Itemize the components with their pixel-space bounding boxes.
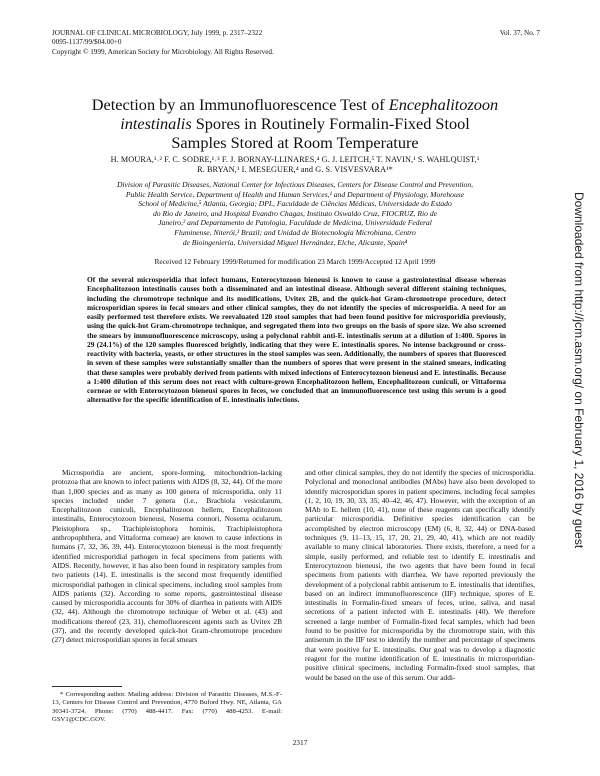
journal-header [52,29,274,57]
abstract: Of the several microsporidia that infect humans, Enterocytozoon bieneusi is known to cause a gastrointestinal disease whereas Encephalitozoon intestinalis causes both a disseminated and an intestinal disease. Although several different staining techniques, including the chromotrope technique and its modifications, Uvitex 2B, and the quick-hot Gram-chromotrope procedure, detect microsporidian spores in fecal smears and other clinical samples, they do not identify the species of microsporidia. A need for an easily performed test therefore exists. We reevaluated 120 stool samples that had been found positive for microsporidia previously, using the quick-hot Gram-chromotrope technique, and segregated them into two groups on the basis of spore size. We also screened the smears by immunofluorescence microscopy, using a polyclonal rabbit anti-E. intestinalis serum at a dilution of 1:400. Spores in 29 (24.1%) of the 120 samples fluoresced brightly, indicating that they were E. intestinalis spores. No intense background or cross-reactivity with bacteria, yeasts, or other structures in the stool samples was seen. Additionally, the numbers of spores that fluoresced in seven of these samples were substantially smaller than the numbers of spores that were present in the stained smears, indicating that these samples were probably derived from patients with mixed infections of Enterocytozoon bieneusi and E. intestinalis. Because a 1:400 dilution of this serum does not react with culture-grown Encephalitozoon hellem, Encephalitozoon cuniculi, or Vittaforma corneae or with Enterocytozoon bieneusi spores in feces, we concluded that an immunofluorescence test using this serum is a good alternative for the specific identification of E. intestinalis infections. [87,275,506,405]
body-paragraph: Microsporidia are ancient, spore-forming, mitochondrion-lacking protozoa that are known to infect patients with AIDS (8, 32, 44). Of the more than 1,000 species and as many as 100 genera of microsporidia, only 11 species included under 7 genera (i.e., Brachiola vesicularum, Encephalitozoon cuniculi, Encephalitozoon hellem, Encephalitozoon intestinalis, Enterocytozoon bieneusi, Nosema connori, Nosema ocularum, Pleistophora sp., Trachipleistophora hominis, Trachipleistophora anthropophthera, and Vittaforma corneae) are known to cause infections in humans (7, 32, 36, 39, 44). Enterocytozoon bieneusi is the most frequently identified microsporidial pathogen in fecal specimens from patients with AIDS. Recently, however, it has also been found in respiratory samples from two patients (14). E. intestinalis is the second most frequently identified microsporidial pathogen in clinical specimens, including stool samples from AIDS patients (32). According to some reports, gastrointestinal disease caused by microsporidia accounts for 30% of diarrhea in patients with AIDS (32, 44). Although the chromotrope technique of Weber et al. (43) and modifications thereof (23, 31), chemofluorescent agents such as Uvitex 2B (37), and the recently developed quick-hot Gram-chromotrope procedure (27) detect microsporidian spores in fecal smears [52,468,282,645]
title-line3: Samples Stored at Room Temperature [171,132,419,152]
author-list [70,155,520,175]
authors-line1: H. MOURA,¹˒² F. C. SODRE,¹˒³ F. J. BORNAY-LLINARES,⁴ G. J. LEITCH,⁵ T. NAVIN,¹ S. WAHLQUIST,¹ [110,155,480,164]
volume-issue: Vol. 37, No. 7 [499,29,540,37]
affiliation-line: Janeiro,² and Departamento de Patologia, Faculdade de Medicina, Universidade Federal [158,218,432,228]
body-paragraph: and other clinical samples, they do not identify the species of microsporidia. Polyclonal and monoclonal antibodies (MAbs) have also been developed to identify microsporidian spores in patient specimens, including fecal samples (1, 2, 10, 19, 30, 33, 35, 40–42, 46, 47). However, with the exception of an MAb to E. hellem (10, 41), none of these reagents can specifically identify particular microsporidia. Definitive species identification can be accomplished by electron microscopy (EM) (6, 8, 32, 44) or DNA-based techniques (9, 11–13, 15, 17, 20, 21, 29, 40, 41), which are not readily available to many clinical laboratories. There exists, therefore, a need for a simple, easily performed, and reliable test to identify E. intestinalis and Enterocytozoon bieneusi, the two agents that have been found in fecal specimens from patients with diarrhea. We have reported previously the development of a polyclonal rabbit antiserum to E. intestinalis that identifies, based on an indirect immunofluorescence (IIF) technique, spores of E. intestinalis in Formalin-fixed smears of feces, urine, saliva, and nasal secretions of a patient infected with E. intestinalis (40). We therefore screened a large number of Formalin-fixed fecal samples, which had been found to be positive for microsporidia by the chromotrope stain, with this antiserum in the IIF test to identify the number and percentage of specimens that were positive for E. intestinalis. Our goal was to develop a diagnostic reagent for the routine identification of E. intestinalis in microsporidian-positive clinical specimens, including Formalin-fixed stool samples, that would be based on the use of this serum. Our addi- [305,468,535,682]
affiliation-line: Public Health Service, Department of Health and Human Services,¹ and Department of Physiology, Morehouse [125,189,465,199]
footnote-rule [52,686,122,687]
authors-line2: R. BRYAN,¹ I. MESEGUER,⁴ and G. S. VISVESVARA¹* [197,165,393,174]
title-line1-italic: Encephalitozoon [388,95,499,114]
journal-line: JOURNAL OF CLINICAL MICROBIOLOGY, July 1999, p. 2317–2322 [52,29,263,37]
title-line2-italic: intestinalis [120,113,192,133]
issn-line: 0095-1137/99/$04.00+0 [52,38,122,47]
download-watermark: Downloaded from http://jcm.asm.org/ on February 1, 2016 by guest [572,192,586,549]
article-title [60,96,530,152]
corresponding-author-footnote: * Corresponding author. Mailing address: Division of Parasitic Diseases, M.S.-F-13, Centers for Disease Control and Prevention, 4770 Buford Hwy. NE, Atlanta, GA 30341-3724. Phone: (770) 488-4417. Fax: (770) 488-4253. E-mail: GSV1@CDC.GOV. [52,691,282,724]
title-line1-pre: Detection by an Immunofluorescence Test of [91,95,389,114]
received-dates: Received 12 February 1999/Returned for modification 23 March 1999/Accepted 12 April 1999 [154,257,436,266]
title-line2-post: Spores in Routinely Formalin-Fixed Stool [191,113,470,133]
body-column-left [52,468,282,645]
affiliation-line: Fluminense, Niterói,³ Brazil; and Unidad de Biotecnología Microbiana, Centro [174,227,416,237]
affiliation-line: School of Medicine,⁵ Atlanta, Georgia; DPL, Faculdade de Ciências Médicas, Universidade do Estado [138,199,452,209]
affiliation-line: do Rio de Janeiro, and Hospital Evandro Chagas, Instituto Oswaldo Cruz, FIOCRUZ, Rio de [153,208,437,218]
affiliations [72,180,518,247]
copyright-line: Copyright © 1999, American Society for Microbiology. All Rights Reserved. [52,47,274,56]
body-column-right [305,468,535,682]
affiliation-line: Division of Parasitic Diseases, National Center for Infectious Diseases, Centers for Disease Control and Prevention, [116,180,474,189]
page-number: 2317 [292,738,308,747]
affiliation-line: de Bioingeniería, Universidad Miguel Hernández, Elche, Alicante, Spain⁴ [182,237,408,247]
